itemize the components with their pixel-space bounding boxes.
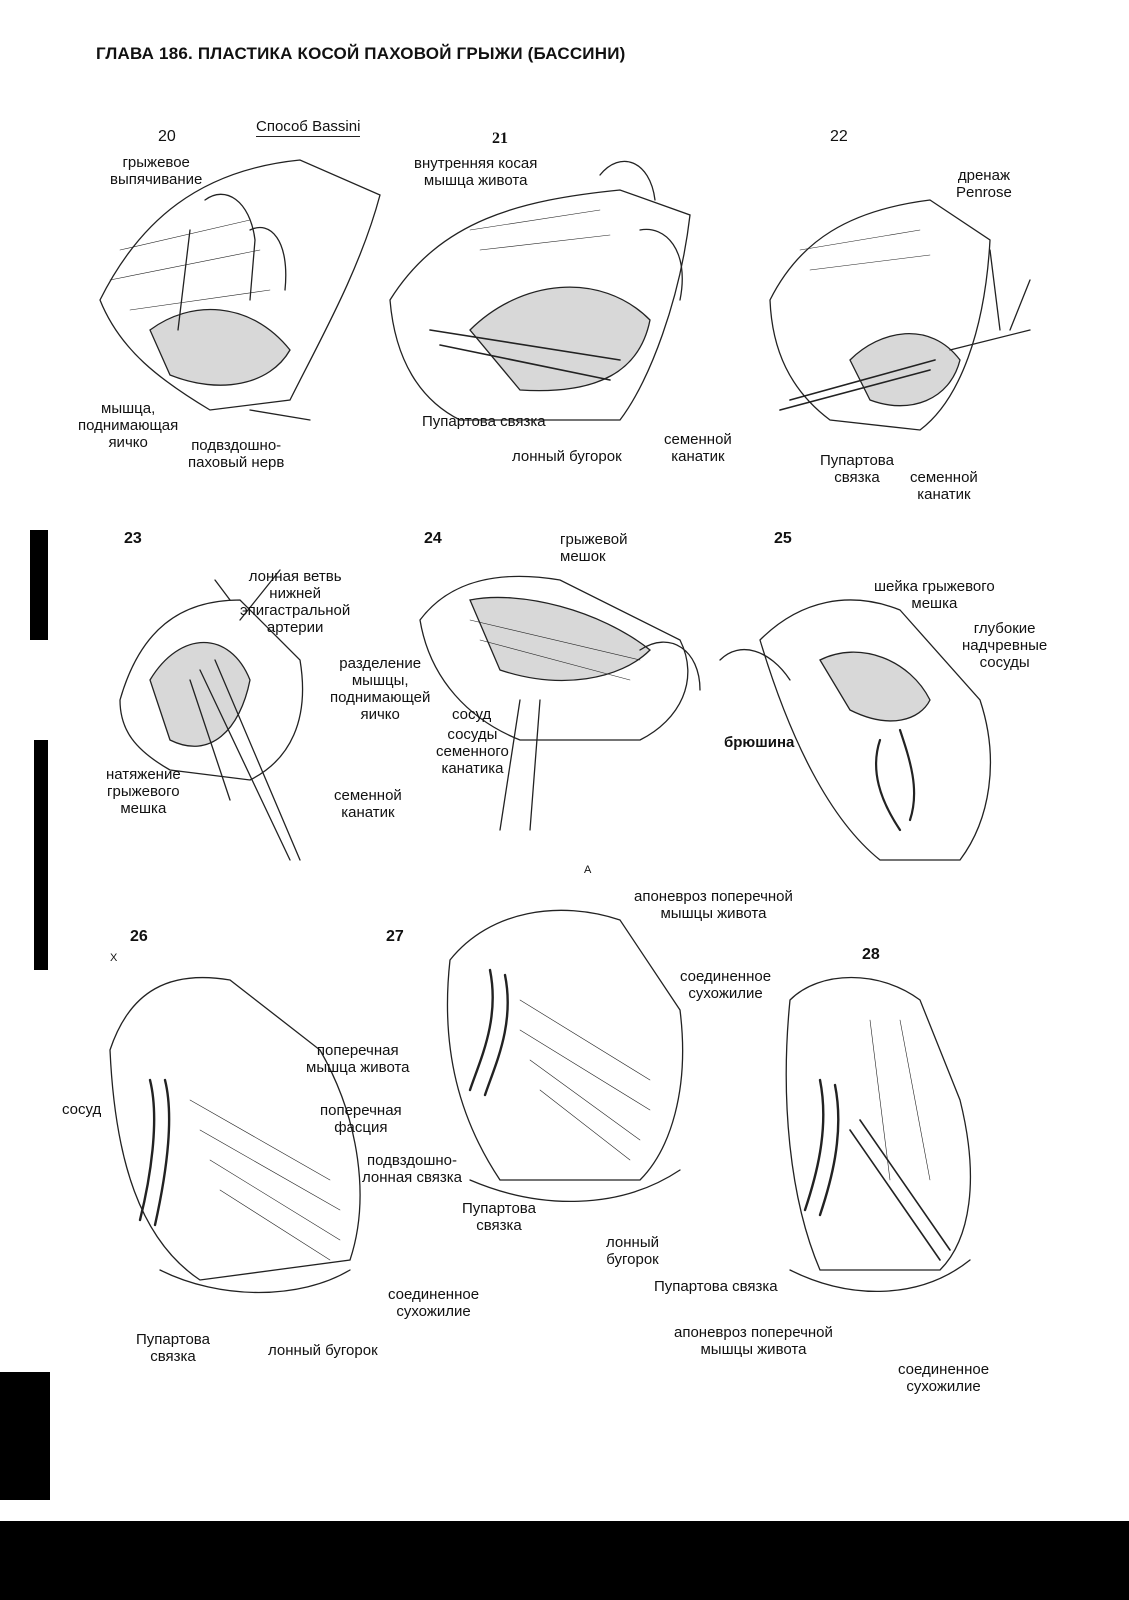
label-cord-vessels: сосуды семенного канатика xyxy=(436,726,509,777)
label-epigastric-artery-branch: лонная ветвь нижней эпигастральной артерии xyxy=(240,568,351,636)
label-hernia-sac-neck: шейка грыжевого мешка xyxy=(874,578,995,612)
label-transversus-aponeurosis-28: апоневроз поперечной мышцы живота xyxy=(674,1324,833,1358)
label-vessel-24: сосуд xyxy=(452,706,492,723)
figure-22-drawing xyxy=(770,200,1030,430)
label-spermatic-cord-23: семенной канатик xyxy=(334,787,402,821)
scan-edge-mark-2 xyxy=(34,740,48,970)
label-poupart-ligament-26: Пупартова связка xyxy=(136,1331,210,1365)
label-deep-epigastric-vessels: глубокие надчревные сосуды xyxy=(962,620,1048,671)
figure-number-21: 21 xyxy=(492,130,508,147)
label-hernia-sac: грыжевой мешок xyxy=(560,531,628,565)
label-conjoined-tendon-28: соединенное сухожилие xyxy=(898,1361,990,1395)
figure-21-drawing xyxy=(390,161,690,420)
figure-number-26: 26 xyxy=(130,928,148,945)
label-cremaster-muscle: мышца, поднимающая яичко xyxy=(78,400,179,451)
figure-number-23: 23 xyxy=(124,530,142,547)
label-penrose-drain: дренаж Penrose xyxy=(956,167,1012,201)
figure-25-drawing xyxy=(720,600,990,860)
label-cremaster-division: разделение мышцы, поднимающей яичко xyxy=(330,655,431,723)
label-transversus-aponeurosis-27: апоневроз поперечной мышцы живота xyxy=(634,888,793,922)
label-iliopubic-tract: подвздошно- лонная связка xyxy=(362,1152,462,1186)
label-poupart-ligament-21: Пупартова связка xyxy=(422,413,546,430)
scan-bottom-band xyxy=(0,1521,1129,1600)
figure-number-24: 24 xyxy=(424,530,442,547)
label-pubic-tubercle-21: лонный бугорок xyxy=(512,448,622,465)
figure-number-25: 25 xyxy=(774,530,792,547)
label-conjoined-tendon-26: соединенное сухожилие xyxy=(388,1286,480,1320)
label-pubic-tubercle-26: лонный бугорок xyxy=(268,1342,378,1359)
figure-number-28: 28 xyxy=(862,946,880,963)
figure-number-27: 27 xyxy=(386,928,404,945)
figure-number-20: 20 xyxy=(158,128,176,145)
figure-number-22: 22 xyxy=(830,128,848,145)
label-pubic-tubercle-27: лонный бугорок xyxy=(606,1234,659,1268)
figure-28-drawing xyxy=(786,978,970,1292)
label-spermatic-cord-21: семенной канатик xyxy=(664,431,732,465)
scan-edge-mark-1 xyxy=(30,530,48,640)
figure-24-drawing xyxy=(420,576,700,830)
label-internal-oblique: внутренняя косая мышца живота xyxy=(414,155,538,189)
label-hernia-sac-traction: натяжение грыжевого мешка xyxy=(106,766,181,817)
scan-edge-mark-3 xyxy=(0,1372,50,1500)
page-title: ГЛАВА 186. ПЛАСТИКА КОСОЙ ПАХОВОЙ ГРЫЖИ (БАССИНИ) xyxy=(96,44,626,63)
label-conjoined-tendon-27: соединенное сухожилие xyxy=(680,968,772,1002)
page-subtitle: Способ Bassini xyxy=(256,118,361,135)
label-spermatic-cord-22: семенной канатик xyxy=(910,469,978,503)
label-transverse-fascia: поперечная фасция xyxy=(320,1102,402,1136)
figure-26-marker: X xyxy=(110,952,118,964)
label-peritoneum: брюшина xyxy=(724,734,795,751)
figure-27-marker: A xyxy=(584,864,592,876)
label-poupart-ligament-22: Пупартова связка xyxy=(820,452,894,486)
figure-27-drawing xyxy=(447,910,682,1201)
label-transverse-muscle: поперечная мышца живота xyxy=(306,1042,410,1076)
label-hernia-protrusion: грыжевое выпячивание xyxy=(110,154,203,188)
label-poupart-ligament-28: Пупартова связка xyxy=(654,1278,778,1295)
label-vessel-26: сосуд xyxy=(62,1101,102,1118)
label-ilioinguinal-nerve: подвздошно- паховый нерв xyxy=(188,437,285,471)
figure-20-drawing xyxy=(100,160,380,420)
label-poupart-ligament-27: Пупартова связка xyxy=(462,1200,536,1234)
